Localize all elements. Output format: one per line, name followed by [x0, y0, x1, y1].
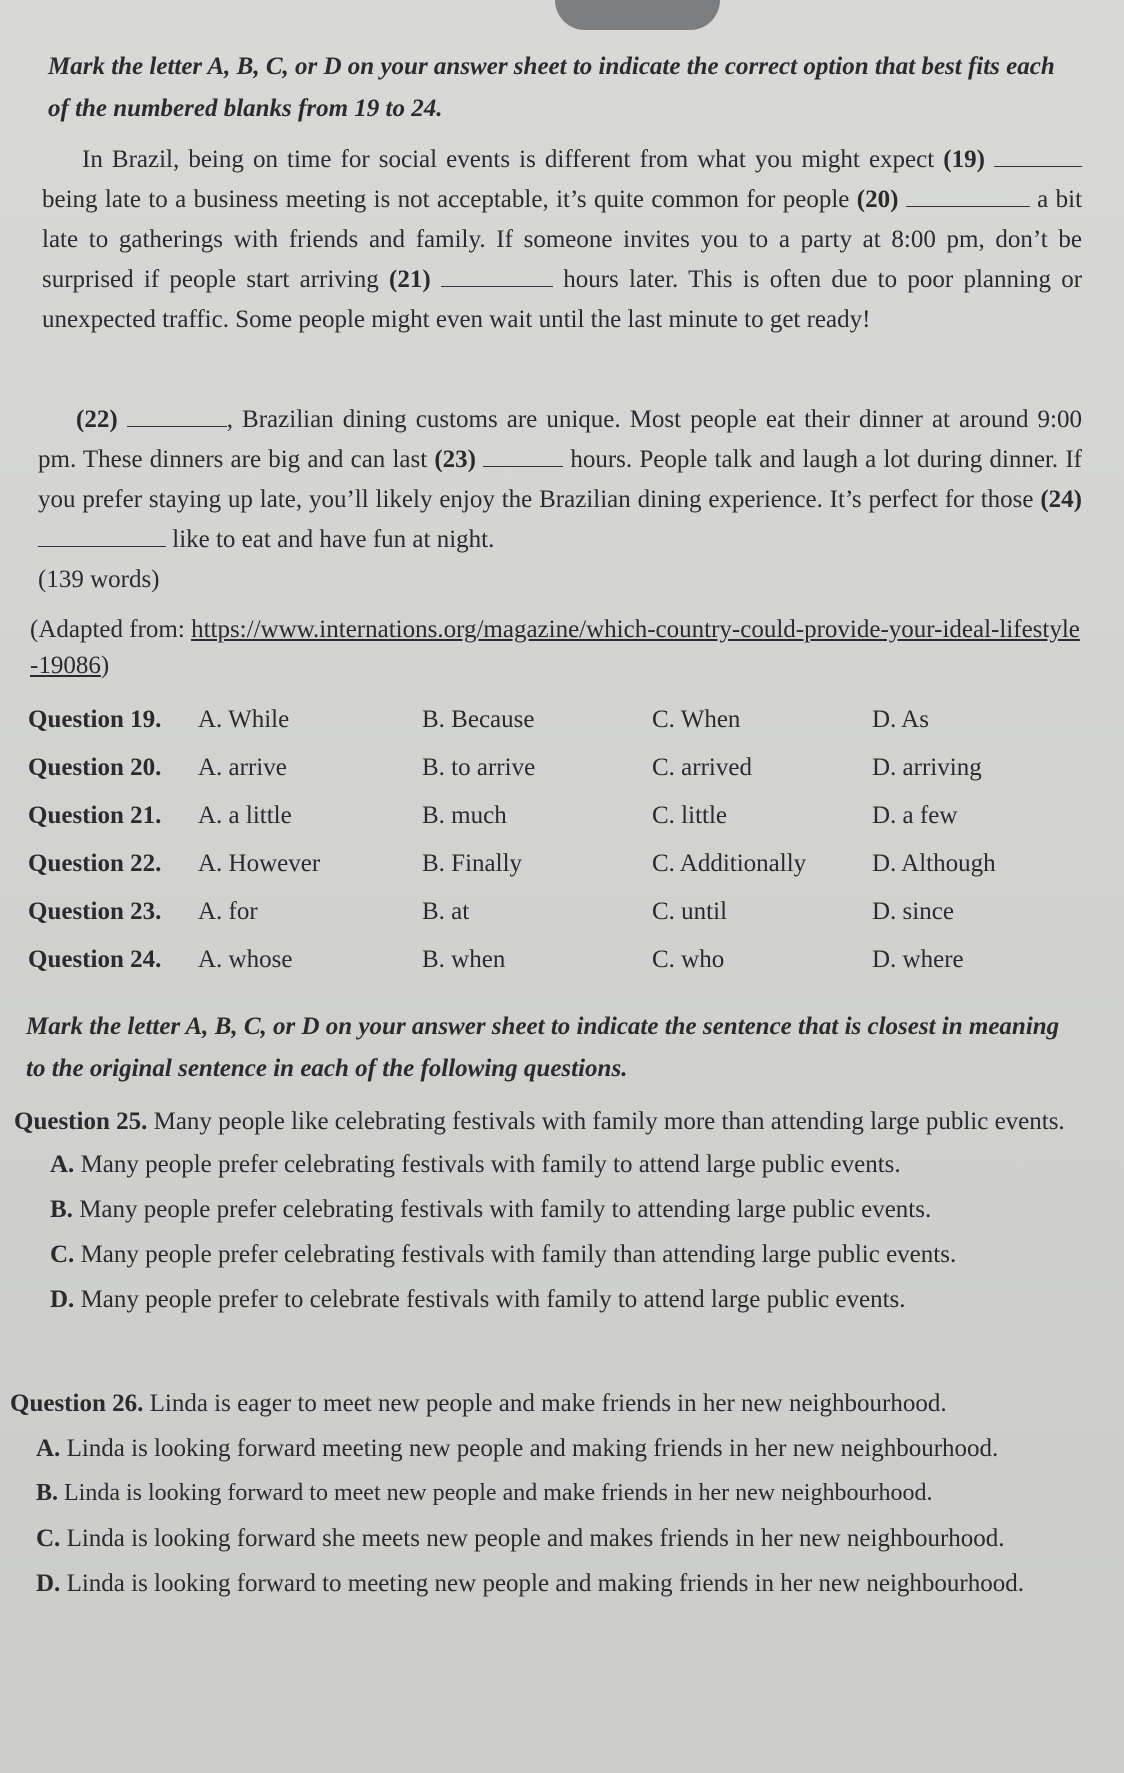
option-a[interactable]: A. arrive — [198, 754, 287, 781]
question-stem: Many people like celebrating festivals with family more than attending large public events. — [153, 1108, 1065, 1135]
question-label: Question 20. — [28, 754, 162, 781]
option-d[interactable]: D. Linda is looking forward to meeting new people and making friends in her new neighbourhood. — [36, 1570, 1024, 1597]
option-d[interactable]: D. As — [872, 706, 929, 733]
question-row — [20, 898, 1100, 946]
option-b[interactable]: B. when — [422, 946, 506, 973]
question-row — [20, 754, 1100, 802]
question-stem: Linda is eager to meet new people and make friends in her new neighbourhood. — [149, 1390, 947, 1417]
blank-number-22: (22) — [76, 406, 118, 433]
option-d[interactable]: D. Although — [872, 850, 996, 877]
question-row — [20, 706, 1100, 754]
question-label: Question 26. — [10, 1390, 144, 1417]
passage-text: In Brazil, being on time for social events is different from what you might expect — [82, 146, 935, 173]
blank-20 — [906, 184, 1030, 207]
scan-clip-tab — [555, 0, 720, 30]
option-b[interactable]: B. to arrive — [422, 754, 536, 781]
option-b[interactable]: B. Linda is looking forward to meet new people and make friends in her new neighbourhood. — [36, 1480, 933, 1506]
blank-number-19: (19) — [943, 146, 985, 173]
option-c[interactable]: C. who — [652, 946, 725, 973]
option-a[interactable]: A. Linda is looking forward meeting new people and making friends in her new neighbourhood. — [36, 1435, 999, 1462]
passage-text: a bit late to gatherings with friends and family. If someone invites you to a party at 8:00 pm, don’t be surprised if people start arriving — [42, 186, 1083, 293]
passage-text: being late to a business meeting is not acceptable, it’s quite common for people — [42, 186, 850, 213]
option-c[interactable]: C. Linda is looking forward she meets new people and makes friends in her new neighbourhood. — [36, 1525, 1005, 1552]
blank-21 — [441, 264, 553, 287]
option-b[interactable]: B. Many people prefer celebrating festivals with family to attending large public events. — [50, 1196, 932, 1223]
instruction-2-text: Mark the letter A, B, C, or D on your answer sheet to indicate the sentence that is closest in meaning to the original sentence in each of the following questions. — [26, 1013, 1060, 1082]
source-link[interactable]: https://www.internations.org/magazine/which-country-could-provide-your-ideal-lifestyle-19086 — [30, 616, 1080, 679]
adapted-prefix: (Adapted from: — [30, 616, 185, 643]
option-a[interactable]: A. However — [198, 850, 321, 877]
blank-19 — [994, 144, 1082, 167]
source-citation — [0, 612, 1124, 684]
option-b[interactable]: B. much — [422, 802, 507, 829]
blank-number-23: (23) — [434, 446, 477, 473]
option-b[interactable]: B. Finally — [422, 850, 523, 877]
question-label: Question 25. — [14, 1108, 148, 1135]
question-label: Question 19. — [28, 706, 162, 733]
passage-text: hours. People talk and laugh a lot during dinner. If you prefer staying up late, you’ll likely enjoy the Brazilian dining experience. It’s perfect for those — [38, 446, 1082, 513]
option-a[interactable]: A. whose — [198, 946, 293, 973]
option-a[interactable]: A. a little — [198, 802, 292, 829]
passage-text: , Brazilian dining customs are unique. Most people eat their dinner at around 9:00 pm. These dinners are big and can last — [38, 406, 1082, 473]
option-c[interactable]: C. Additionally — [652, 850, 807, 877]
option-d[interactable]: D. where — [872, 946, 964, 973]
adapted-suffix: ) — [100, 652, 110, 679]
instruction-1 — [0, 46, 1124, 130]
questions-19-24 — [20, 706, 1100, 994]
blank-23 — [483, 444, 563, 467]
question-label: Question 21. — [28, 802, 162, 829]
passage-text: hours later. This is often due to poor planning or unexpected traffic. Some people might even wait until the last minute to get ready! — [42, 266, 1083, 333]
instruction-1-text: Mark the letter A, B, C, or D on your answer sheet to indicate the correct option that best fits each of the numbered blanks from 19 to 24. — [48, 53, 1055, 122]
question-26 — [0, 1382, 1124, 1606]
option-c[interactable]: C. Many people prefer celebrating festivals with family than attending large public events. — [50, 1241, 957, 1268]
question-row — [20, 850, 1100, 898]
question-row — [20, 946, 1100, 994]
passage-paragraph-2 — [0, 400, 1124, 600]
option-b[interactable]: B. Because — [422, 706, 535, 733]
question-row — [20, 802, 1100, 850]
blank-number-21: (21) — [389, 266, 431, 293]
passage-text: like to eat and have fun at night. — [172, 526, 495, 553]
option-d[interactable]: D. Many people prefer to celebrate festivals with family to attend large public events. — [50, 1286, 906, 1313]
question-label: Question 24. — [28, 946, 162, 973]
option-d[interactable]: D. since — [872, 898, 954, 925]
blank-22 — [127, 404, 227, 427]
instruction-2 — [0, 1006, 1124, 1090]
option-a[interactable]: A. While — [198, 706, 290, 733]
option-c[interactable]: C. little — [652, 802, 727, 829]
options-list — [14, 1142, 1082, 1322]
option-a[interactable]: A. Many people prefer celebrating festivals with family to attend large public events. — [50, 1151, 901, 1178]
option-c[interactable]: C. When — [652, 706, 741, 733]
option-d[interactable]: D. arriving — [872, 754, 982, 781]
passage-paragraph-1 — [0, 140, 1124, 340]
question-25 — [0, 1102, 1124, 1322]
blank-number-24: (24) — [1040, 486, 1082, 513]
options-list — [10, 1426, 1084, 1606]
question-label: Question 22. — [28, 850, 162, 877]
blank-24 — [38, 524, 166, 547]
option-d[interactable]: D. a few — [872, 802, 958, 829]
option-a[interactable]: A. for — [198, 898, 258, 925]
option-b[interactable]: B. at — [422, 898, 470, 925]
option-c[interactable]: C. until — [652, 898, 728, 925]
word-count: (139 words) — [38, 566, 160, 593]
blank-number-20: (20) — [856, 186, 899, 213]
option-c[interactable]: C. arrived — [652, 754, 752, 781]
question-label: Question 23. — [28, 898, 162, 925]
